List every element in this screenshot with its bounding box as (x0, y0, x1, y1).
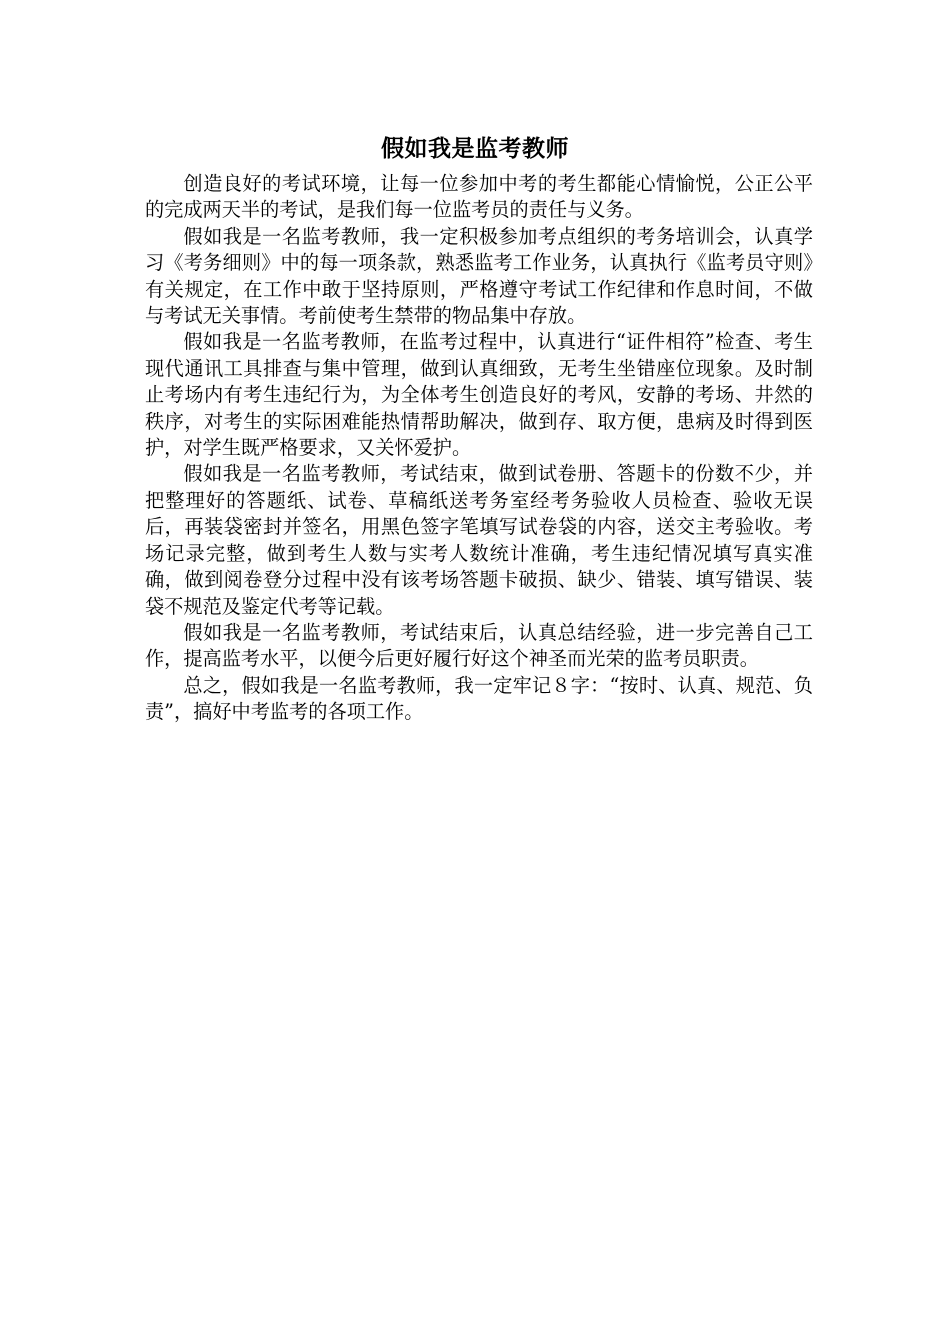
paragraph: 假如我是一名监考教师，我一定积极参加考点组织的考务培训会，认真学习《考务细则》中的每一项条款，熟悉监考工作业务，认真执行《监考员守则》有关规定，在工作中敢于坚持原则，严格遵守考试工作纪律和作息时间，不做与考试无关事情。考前使考生禁带的物品集中存放。 (145, 224, 813, 328)
paragraph: 创造良好的考试环境，让每一位参加中考的考生都能心情愉悦，公正公平的完成两天半的考试，是我们每一位监考员的责任与义务。 (145, 172, 813, 222)
document-body (145, 171, 813, 726)
paragraph: 假如我是一名监考教师，考试结束，做到试卷册、答题卡的份数不少，并把整理好的答题纸、试卷、草稿纸送考务室经考务验收人员检查、验收无误后，再装袋密封并签名，用黑色签字笔填写试卷袋的内容，送交主考验收。考场记录完整，做到考生人数与实考人数统计准确，考生违纪情况填写真实准确，做到阅卷登分过程中没有该考场答题卡破损、缺少、错装、填写错误、装袋不规范及鉴定代考等记载。 (145, 462, 813, 618)
paragraph: 假如我是一名监考教师，考试结束后，认真总结经验，进一步完善自己工作，提高监考水平，以便今后更好履行好这个神圣而光荣的监考员职责。 (145, 620, 813, 671)
paragraph: 总之，假如我是一名监考教师，我一定牢记８字：“按时、认真、规范、负责”，搞好中考监考的各项工作。 (145, 673, 813, 724)
paragraph: 假如我是一名监考教师，在监考过程中，认真进行“证件相符”检查、考生现代通讯工具排查与集中管理，做到认真细致，无考生坐错座位现象。及时制止考场内有考生违纪行为，为全体考生创造良好的考风，安静的考场、井然的秩序，对考生的实际困难能热情帮助解决，做到存、取方便，患病及时得到医护，对学生既严格要求，又关怀爱护。 (145, 330, 813, 460)
document-title: 假如我是监考教师 (381, 135, 569, 162)
